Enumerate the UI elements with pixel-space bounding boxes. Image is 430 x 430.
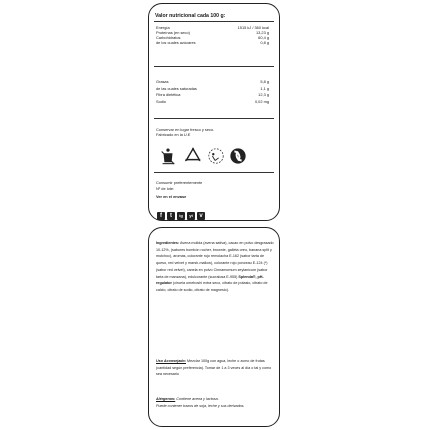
row-label: Sodio: [156, 99, 166, 104]
allergens-text: Contiene avena y lactosa.: [176, 397, 219, 401]
recycling-icons: [159, 147, 269, 165]
row-value: 60,4 g: [258, 35, 269, 40]
row-label: de las cuales saturadas: [156, 86, 197, 91]
divider: [154, 66, 274, 67]
recycle-icon: [184, 147, 202, 165]
row-value: 0,02 mg: [254, 99, 269, 104]
nutrition-title: Valor nutricional cada 100 g:: [155, 13, 226, 19]
see-container-label: Ver en el envase: [156, 194, 187, 199]
lot-label: Nº de lote:: [156, 186, 175, 191]
vimeo-icon[interactable]: v: [197, 212, 205, 220]
usage-label: Uso Aconsejado:: [156, 359, 186, 363]
green-dot-icon: [229, 147, 247, 165]
trash-bin-icon: [159, 147, 177, 165]
tidy-man-icon: [207, 147, 225, 165]
divider: [154, 118, 274, 119]
nutrition-panel: [148, 3, 280, 221]
row-value: 1515 kJ / 360 kcal: [237, 25, 269, 30]
row-label: Carbohidratos: [156, 35, 181, 40]
row-label: Proteínas (en seco): [156, 30, 190, 35]
row-label: Energía: [156, 25, 170, 30]
youtube-icon[interactable]: yt: [187, 212, 195, 220]
instagram-icon[interactable]: ig: [177, 212, 185, 220]
storage-text: Conservar en lugar fresco y seco.: [156, 127, 215, 132]
ingredients-heading: Ingredientes:: [156, 241, 180, 245]
row-value: 1,1 g: [260, 86, 269, 91]
row-value: 5,8 g: [260, 79, 269, 84]
ingredients-list: Avena molida (avena sativa), cacao en polvo desgrasado 10-12%, (sabores bombón rocher, brownie, galleta oreo, banana split y mutchoc), aromas, colorante rojo remolacha E-162 (sabor tarta de queso, red velvet y marsh-mallow), colorante rojo ponceau E-124 (*) (sabor red velvet), canela en polvo Cinnamomum zeylanicum (sabor tarta de manzana), edulcorante (sucralosa E-955): [156, 241, 274, 279]
row-label: de los cuales azúcares: [156, 40, 196, 45]
traces-text: Puede contener trazos de soja, leche y sus derivados.: [156, 403, 245, 408]
ingredients-panel: [148, 227, 280, 427]
facebook-icon[interactable]: f: [157, 212, 165, 220]
divider: [154, 21, 274, 22]
row-label: Grasas: [156, 79, 169, 84]
allergens-section: [156, 396, 274, 409]
usage-text: Mezclar 100g con agua, leche o zumo de frutas (cantidad según preferencia). Tomar de 1 a 3 veces al día o tal y como sea necesario: [156, 359, 272, 377]
social-icons: [157, 212, 227, 220]
allergens-label: Alérgenos:: [156, 397, 176, 401]
row-value: 0,8 g: [260, 40, 269, 45]
twitter-icon[interactable]: t: [167, 212, 175, 220]
splenda-text: (ciruela umeboshi extra seco, citrato de potasio, citrato de calcio, citrato de sodio, citrato de magnesio).: [156, 281, 268, 292]
splenda-label: Splenda®, pH-regulator: [156, 274, 264, 286]
best-before-label: Consumir preferentemente: [156, 180, 203, 185]
divider: [154, 172, 274, 173]
row-value: 12,3 g: [258, 92, 269, 97]
row-value: 13,23 g: [256, 30, 269, 35]
row-label: Fibra dietética: [156, 92, 181, 97]
origin-text: Fabricado en la U.E: [156, 132, 191, 137]
ingredients-text: [156, 240, 274, 294]
usage-section: [156, 358, 274, 378]
